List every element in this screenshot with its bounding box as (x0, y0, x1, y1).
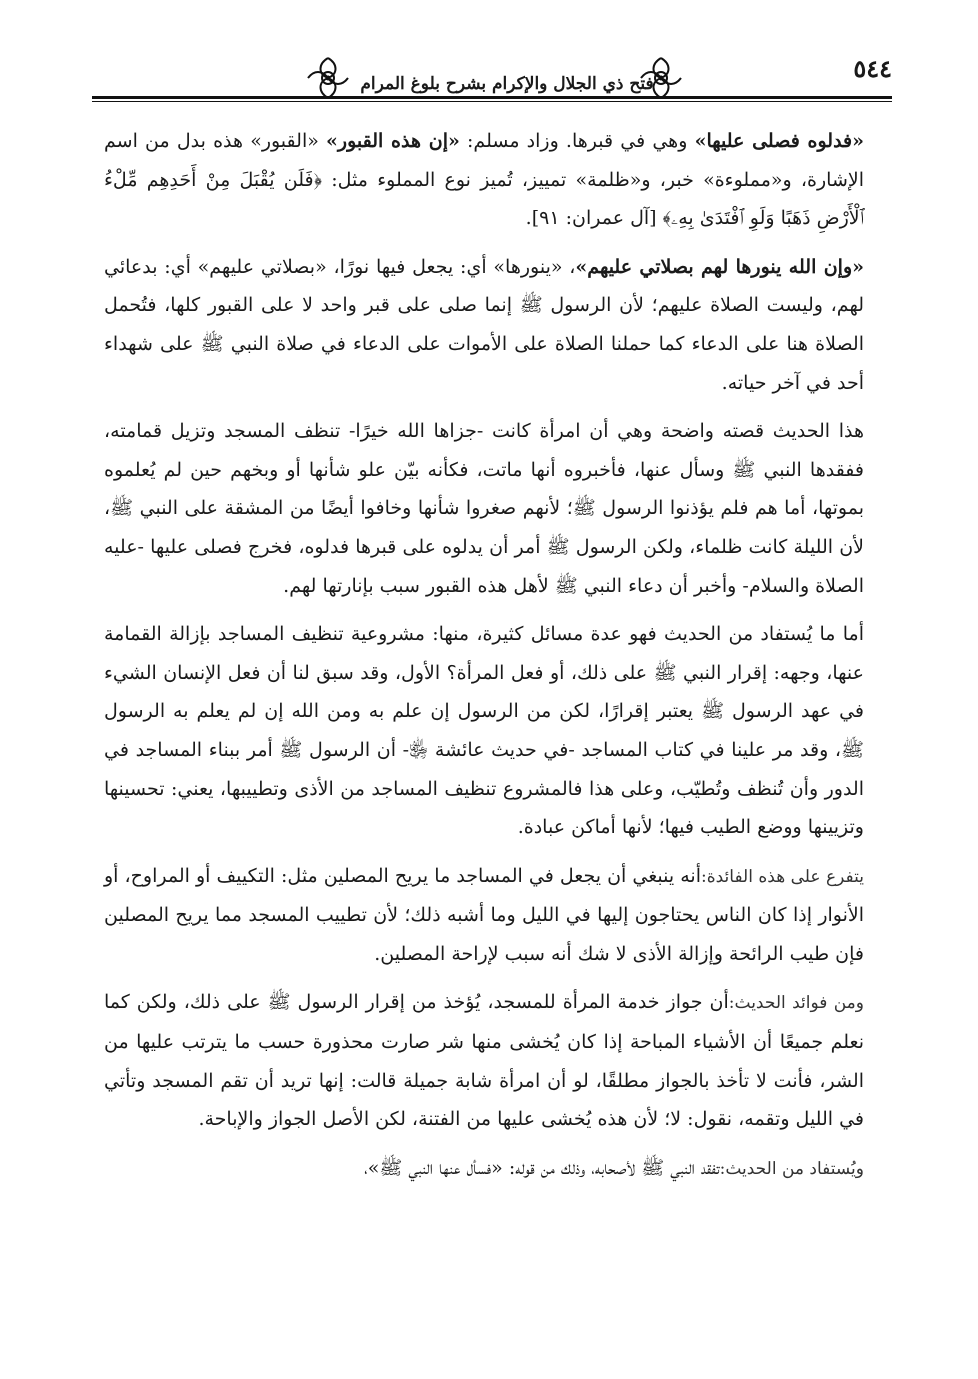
ornament-left-icon (304, 54, 352, 102)
paragraph-2 (104, 248, 864, 402)
body-text: أن جواز خدمة المرأة للمسجد، يُؤخذ من إقرار الرسول ﷺ على ذلك، ولكن كما نعلم جميعًا أن الأشياء المباحة إذا كان يُخشى منها شر صارت محذورة حسب ما يترتب عليها من الشر، فأنت لا تأخذ بالجواز مطلقًا، لو أن امرأة شابة جميلة قالت: إنها تريد أن تقم المسجد وتأتي في الليل وتقمه، نقول: لا؛ لأن هذه يُخشى عليها من الفتنة، لكن الأصل الجواز والإباحة. (104, 991, 864, 1131)
paragraph-4 (104, 615, 864, 847)
quoted-text: «وإن الله ينورها لهم بصلاتي عليهم» (575, 255, 864, 278)
header-rule (92, 96, 892, 99)
page-header (92, 52, 892, 112)
body-text: أما ما يُستفاد من الحديث فهو عدة مسائل كثيرة، منها: مشروعية تنظيف المساجد بإزالة القمامة عنها، وجهه: إقرار النبي ﷺ على ذلك، أو فعل المرأة؟ الأول، وقد سبق لنا أن فعل الإنسان الشيء في عهد الرسول ﷺ يعتبر إقرارًا، لكن من الرسول إن علم به ومن الله إن لم يعلم به الرسول ﷺ، وقد مر علينا في كتاب المساجد -في حديث عائشة ﵂- أن الرسول ﷺ أمر ببناء المساجد في الدور وأن تُنظف وتُطيّب، وعلى هذا فالمشروع تنظيف المساجد من الأذى وتطييبها، يعني: تحسينها وتزيينها ووضع الطيب فيها؛ لأنها أماكن عبادة. (104, 623, 864, 839)
header-rule-thin (92, 101, 892, 102)
quoted-text: «إن هذه القبور» (326, 130, 460, 152)
body-text: هذا الحديث قصته واضحة وهي أن امرأة كانت -جزاها الله خيرًا- تنظف المسجد وتزيل قمامته، ففقدها النبي ﷺ وسأل عنها، فأخبروه أنها ماتت، فكأنه بيّن علو شأنها أو وبخهم حين لم يُعلموه بموتها، أما هم فلم يؤذنوا الرسول ﷺ؛ لأنهم صغروا شأنها وخافوا أيضًا من المشقة على النبي ﷺ، لأن الليلة كانت ظلماء، ولكن الرسول ﷺ أمر أن يدلوه على قبرها فدلوه، فخرج فصلى عليها -عليه الصلاة والسلام- وأخبر أن دعاء النبي ﷺ لأهل هذه القبور سبب بإنارتها لهم. (104, 420, 864, 597)
body-text: أنه ينبغي أن يجعل في المساجد ما يريح المصلين مثل: التكييف أو المراوح، أو الأنوار إذا كان الناس يحتاجون إليها في الليل وما أشبه ذلك؛ لأن تطييب المسجد مما يريح المصلين فإن طيب الرائحة وإزالة الأذى لا شك أنه سبب لإراحة المصلين. (104, 864, 864, 965)
section-lead: ومن فوائد الحديث: (728, 993, 864, 1014)
page-number: ٥٤٤ (853, 54, 892, 83)
quoted-text: «فدلوه فصلى عليها» (694, 130, 865, 152)
paragraph-1 (104, 122, 864, 238)
body-text: ، «ينورها» أي: يجعل فيها نورًا، «بصلاتي عليهم» أي: بدعائي لهم، وليست الصلاة عليهم؛ لأن الرسول ﷺ إنما صلى على قبر واحد لا على القبور كلها، فتُحمل الصلاة هنا على الدعاء كما حملنا الصلاة على الأموات على الدعاء في صلاة النبي ﷺ على شهداء أحد في آخر حياته. (104, 255, 864, 394)
paragraph-7 (104, 1149, 864, 1189)
section-lead: ويُستفاد من الحديث: (719, 1158, 864, 1179)
paragraph-6 (104, 983, 864, 1138)
section-lead: يتفرع على هذه الفائدة: (700, 866, 864, 887)
paragraph-5 (104, 857, 864, 974)
page-body (104, 122, 864, 1198)
book-title: فتح ذي الجلال والإكرام بشرح بلوغ المرام (360, 74, 654, 94)
body-text: تفقد النبي ﷺ لأصحابه، وذلك من قوله: «فسأل عنها النبي ﷺ»، (364, 1156, 720, 1179)
body-text: «القبور» هذه بدل من اسم الإشارة، و«مملوءة» خبر، و«ظلمة» تمييز، تُميز نوع المملوء مثل: ﴿فَلَن يُقْبَلَ مِنْ أَحَدِهِم مِّلْءُ ٱلْأَرْضِ ذَهَبًا وَلَوِ ٱفْتَدَىٰ بِهِۦ﴾ [آل عمران: ٩١]. (104, 130, 864, 230)
paragraph-3 (104, 412, 864, 605)
body-text: وهي في قبرها. وزاد مسلم: (459, 130, 695, 152)
